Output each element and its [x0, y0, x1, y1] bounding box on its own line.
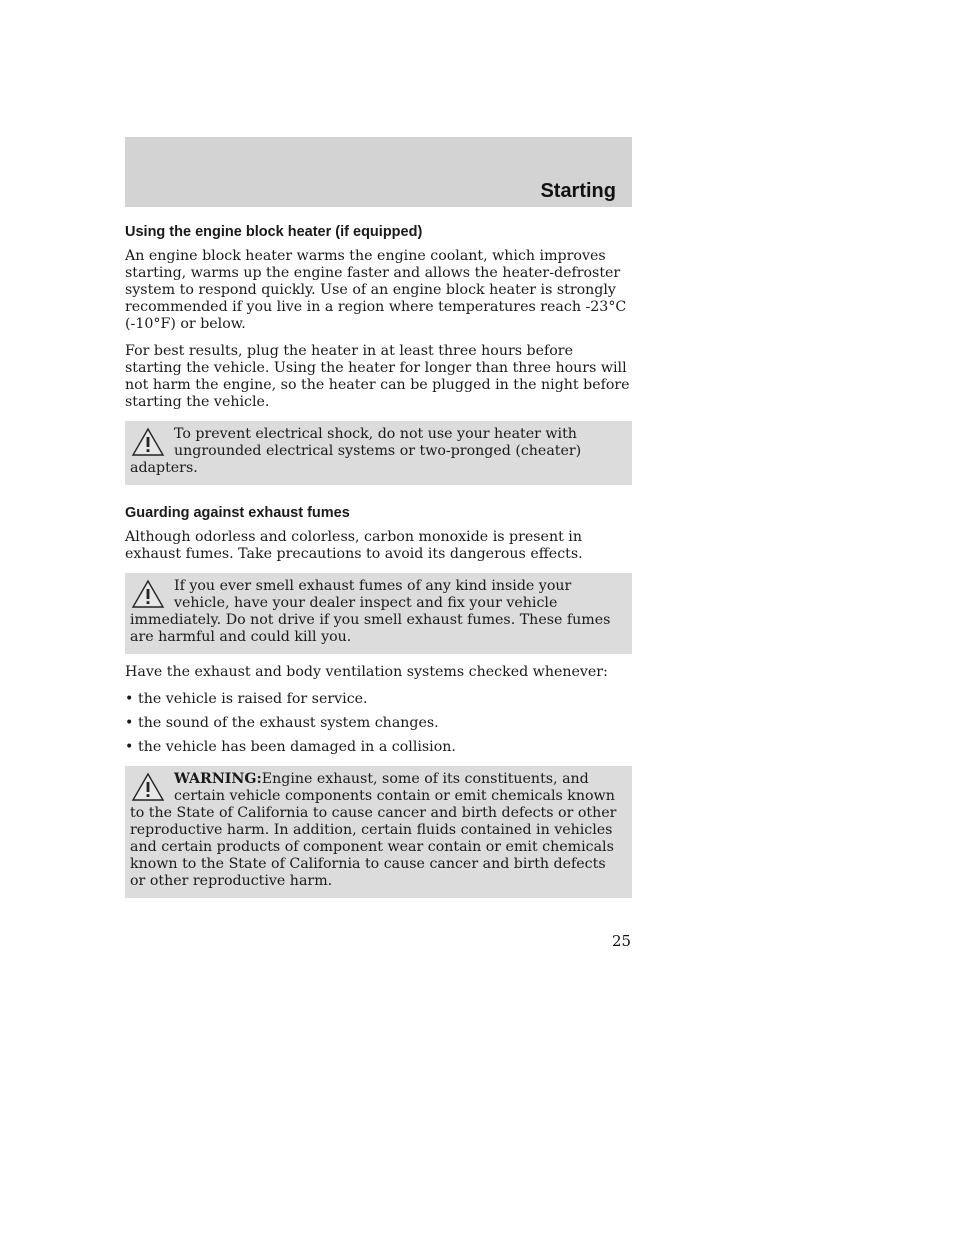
warning-text-california: Engine exhaust, some of its constituents, and certain vehicle components contain or emit chemicals known to the State of California to cause cancer and birth defects or other reproductive harm. In addition, certain fluids contained in vehicles and certain products of component wear contain or emit chemicals known to the State of California to cause cancer and birth defects or other reproductive harm. — [130, 771, 617, 889]
bullet-dot: • — [125, 715, 134, 731]
section-title: Starting — [540, 180, 616, 202]
page-number: 25 — [612, 932, 632, 950]
heading-exhaust-fumes: Guarding against exhaust fumes — [125, 505, 350, 521]
list-item-text: the vehicle is raised for service. — [138, 691, 368, 707]
warning-box-california — [125, 766, 632, 898]
list-item-text: the sound of the exhaust system changes. — [138, 715, 439, 731]
heading-block-heater: Using the engine block heater (if equipped) — [125, 224, 423, 240]
header-band — [125, 137, 632, 207]
bullet-dot: • — [125, 691, 134, 707]
page-content — [125, 224, 632, 908]
paragraph-block-heater-intro: An engine block heater warms the engine coolant, which improves starting, warms up the engine faster and allows the heater-defroster system to respond quickly. Use of an engine block heater is strongly recommended if you live in a region where temperatures reach -23°C (-10°F) or below. — [125, 248, 627, 332]
warning-box-exhaust-smell — [125, 573, 632, 654]
paragraph-block-heater-usage: For best results, plug the heater in at least three hours before starting the vehicle. Using the heater for longer than three hours will not harm the engine, so the heater can be plugged in the night before starting the vehicle. — [125, 343, 630, 410]
warning-label: WARNING: — [174, 771, 262, 787]
warning-text-electrical-shock: To prevent electrical shock, do not use your heater with ungrounded electrical systems or two-pronged (cheater) adapters. — [130, 426, 582, 476]
paragraph-exhaust-intro: Although odorless and colorless, carbon monoxide is present in exhaust fumes. Take precautions to avoid its dangerous effects. — [125, 529, 583, 562]
warning-box-electrical-shock — [125, 421, 632, 485]
warning-triangle-icon — [130, 771, 166, 803]
list-item — [125, 691, 632, 708]
warning-text-exhaust-smell: If you ever smell exhaust fumes of any kind inside your vehicle, have your dealer inspect and fix your vehicle immediately. Do not drive if you smell exhaust fumes. These fumes are harmful and could kill you. — [130, 578, 611, 645]
list-item-text: the vehicle has been damaged in a collision. — [138, 739, 456, 755]
list-item — [125, 715, 632, 732]
warning-triangle-icon — [130, 578, 166, 610]
paragraph-ventilation-check: Have the exhaust and body ventilation systems checked whenever: — [125, 664, 608, 680]
list-item — [125, 739, 632, 756]
bullet-list-ventilation — [125, 691, 632, 756]
warning-triangle-icon — [130, 426, 166, 458]
bullet-dot: • — [125, 739, 134, 755]
